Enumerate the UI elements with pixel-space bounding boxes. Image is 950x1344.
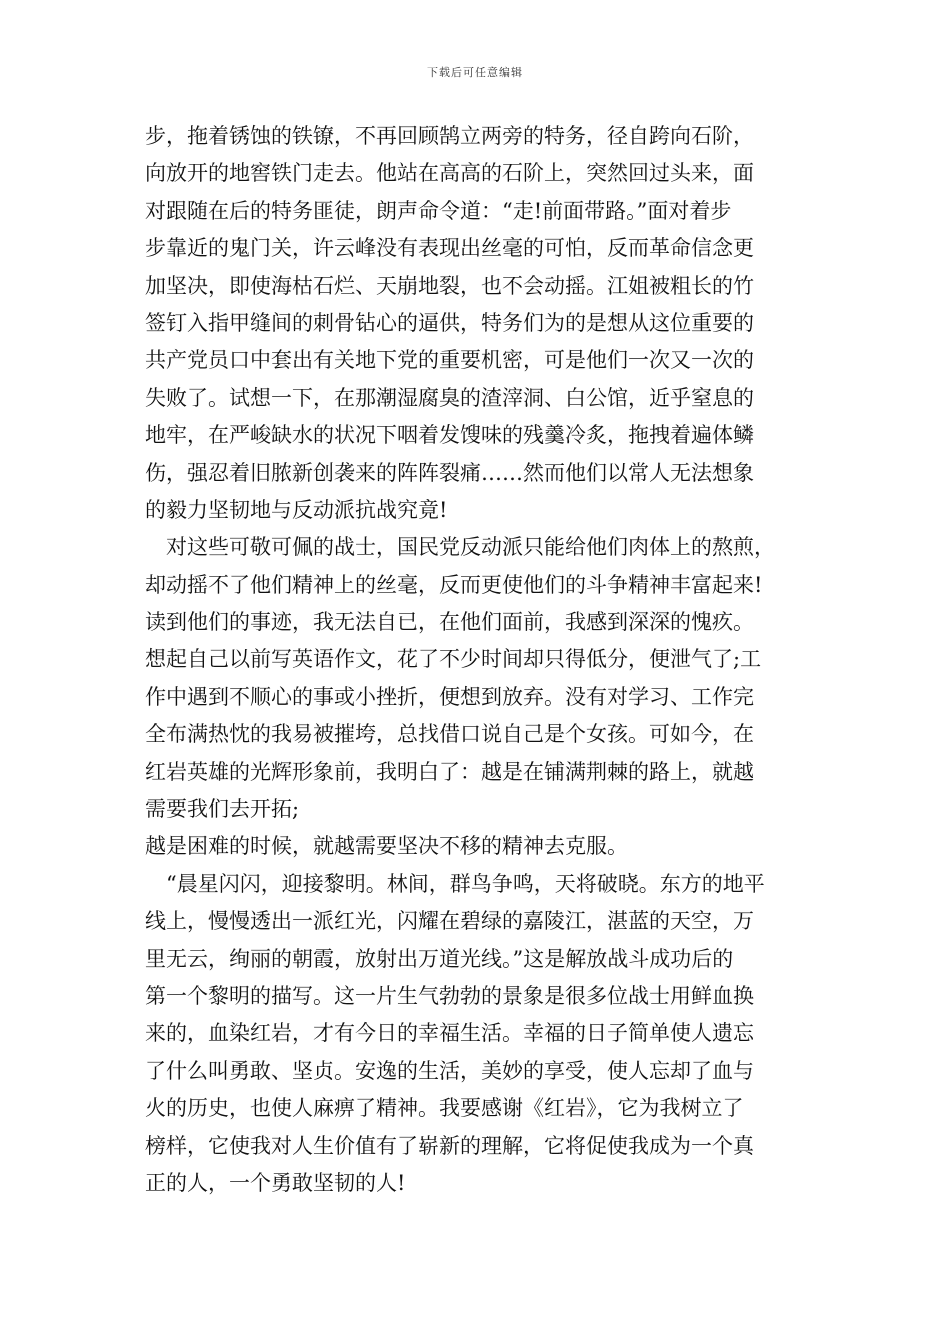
text-line: 想起自己以前写英语作文，花了不少时间却只得低分，便泄气了;工 — [145, 647, 762, 672]
text-line: 地牢，在严峻缺水的状况下咽着发馊味的残羹冷炙，拖拽着遍体鳞 — [145, 423, 754, 448]
text-line: 对这些可敬可佩的战士，国民党反动派只能给他们肉体上的熬煎， — [145, 535, 775, 560]
text-line: 需要我们去开拓; — [145, 797, 300, 822]
text-line: 读到他们的事迹，我无法自已，在他们面前，我感到深深的愧疚。 — [145, 610, 754, 635]
text-line: 步，拖着锈蚀的铁镣，不再回顾鹄立两旁的特务，径自跨向石阶， — [145, 124, 754, 148]
text-line: 越是困难的时候，就越需要坚决不移的精神去克服。 — [145, 834, 628, 859]
text-line: 共产党员口中套出有关地下党的重要机密，可是他们一次又一次的 — [145, 348, 754, 373]
text-line: 伤，强忍着旧脓新创袭来的阵阵裂痛……然而他们以常人无法想象 — [145, 460, 754, 485]
text-line: 失败了。试想一下，在那潮湿腐臭的渣滓洞、白公馆，近乎窒息的 — [145, 385, 754, 410]
text-line: 红岩英雄的光辉形象前，我明白了：越是在铺满荆棘的路上，就越 — [145, 759, 754, 784]
text-line: 向放开的地窖铁门走去。他站在高高的石阶上，突然回过头来，面 — [145, 161, 754, 186]
text-line: 签钉入指甲缝间的刺骨钻心的逼供，特务们为的是想从这位重要的 — [145, 310, 754, 335]
text-line: 了什么叫勇敢、坚贞。安逸的生活，美妙的享受，使人忘却了血与 — [145, 1058, 754, 1083]
text-line: 正的人，一个勇敢坚韧的人! — [145, 1170, 406, 1195]
text-line: “晨星闪闪，迎接黎明。林间，群鸟争鸣，天将破晓。东方的地平 — [145, 871, 765, 896]
text-line: 却动摇不了他们精神上的丝毫，反而更使他们的斗争精神丰富起来! — [145, 572, 763, 597]
text-line: 线上，慢慢透出一派红光，闪耀在碧绿的嘉陵江，湛蓝的天空，万 — [145, 909, 754, 934]
text-line: 对跟随在后的特务匪徒，朗声命令道：“走!前面带路。”面对着步 — [145, 198, 732, 223]
text-line: 榜样，它使我对人生价值有了崭新的理解，它将促使我成为一个真 — [145, 1133, 754, 1158]
text-line: 加坚决，即使海枯石烂、天崩地裂，也不会动摇。江姐被粗长的竹 — [145, 273, 754, 298]
text-line: 的毅力坚韧地与反动派抗战究竟! — [145, 497, 448, 522]
text-line: 里无云，绚丽的朝霞，放射出万道光线。”这是解放战斗成功后的 — [145, 946, 734, 971]
document-body — [145, 118, 825, 1202]
text-line: 火的历史，也使人麻痹了精神。我要感谢《红岩》，它为我树立了 — [145, 1096, 744, 1121]
text-line: 步靠近的鬼门关，许云峰没有表现出丝毫的可怕，反而革命信念更 — [145, 236, 754, 261]
text-line: 第一个黎明的描写。这一片生气勃勃的景象是很多位战士用鲜血换 — [145, 983, 754, 1008]
text-line: 来的，血染红岩，才有今日的幸福生活。幸福的日子简单使人遗忘 — [145, 1021, 754, 1046]
page-header: 下载后可任意编辑 — [427, 66, 523, 79]
text-line: 作中遇到不顺心的事或小挫折，便想到放弃。没有对学习、工作完 — [145, 684, 754, 709]
text-line: 全布满热忱的我易被摧垮，总找借口说自己是个女孩。可如今，在 — [145, 722, 754, 747]
